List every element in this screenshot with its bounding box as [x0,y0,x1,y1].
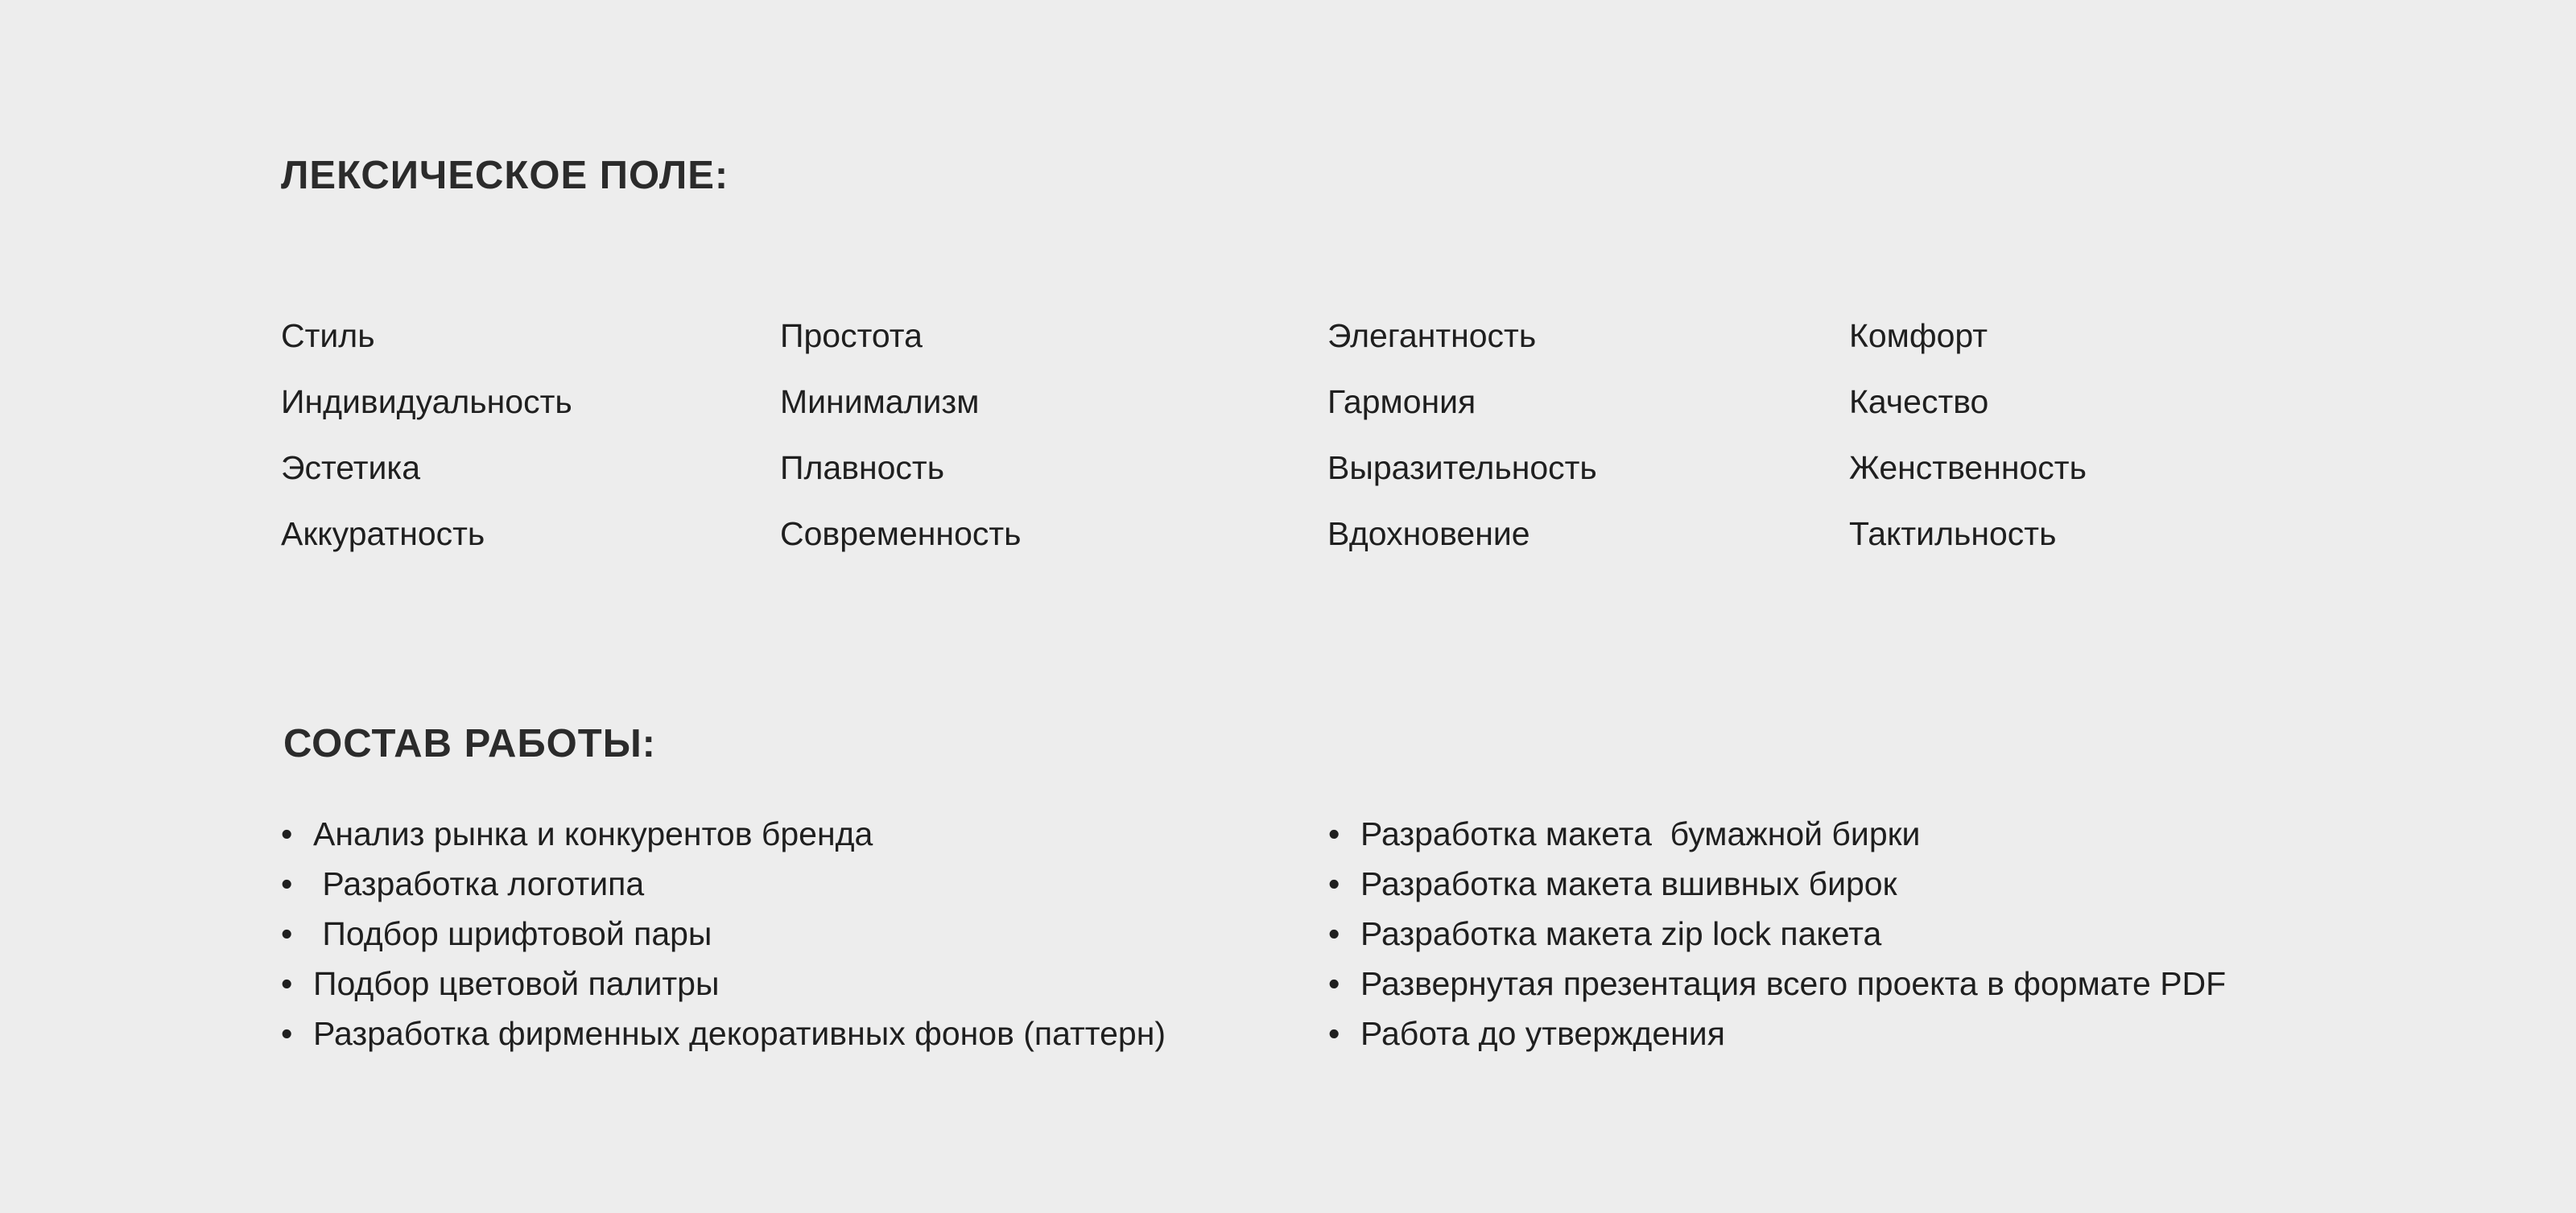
bullet-icon: • [281,965,293,1002]
work-scope-column-1 [281,809,1166,1058]
lexical-column-1 [281,303,572,567]
work-item-text: Разработка макета zip lock пакета [1360,915,1882,952]
lexical-word: Элегантность [1327,317,1537,354]
lexical-word: Вдохновение [1327,515,1530,552]
lexical-word: Современность [780,515,1022,552]
work-scope-column-2 [1328,809,2226,1058]
lexical-word: Плавность [780,449,945,486]
bullet-icon: • [1328,865,1340,902]
lexical-word: Аккуратность [281,515,485,552]
lexical-word: Женственность [1849,449,2087,486]
work-item-text: Развернутая презентация всего проекта в формате PDF [1360,965,2227,1002]
work-item [281,909,1166,959]
lexical-word: Гармония [1327,383,1476,420]
lexical-word: Простота [780,317,923,354]
lexical-column-4 [1849,303,2087,567]
bullet-icon: • [1328,815,1340,852]
work-item-text: Разработка фирменных декоративных фонов (паттерн) [313,1015,1166,1052]
work-item [1328,859,2226,909]
lexical-word: Стиль [281,317,375,354]
work-item-text: Подбор цветовой палитры [313,965,720,1002]
bullet-icon: • [281,1015,293,1052]
work-item-text: Работа до утверждения [1360,1015,1725,1052]
bullet-icon: • [281,865,293,902]
lexical-word: Тактильность [1849,515,2057,552]
work-item [1328,959,2226,1009]
work-item-text: Разработка логотипа [313,865,645,902]
work-item-text: Разработка макета бумажной бирки [1360,815,1921,852]
work-item-text: Разработка макета вшивных бирок [1360,865,1897,902]
work-item [1328,909,2226,959]
work-item [281,959,1166,1009]
work-item-text: Подбор шрифтовой пары [313,915,712,952]
lexical-column-2 [780,303,1022,567]
work-item [281,859,1166,909]
bullet-icon: • [281,915,293,952]
lexical-column-3 [1327,303,1597,567]
bullet-icon: • [1328,965,1340,1002]
lexical-word: Качество [1849,383,1989,420]
work-scope-heading: СОСТАВ РАБОТЫ: [283,722,656,765]
bullet-icon: • [281,815,293,852]
lexical-word: Индивидуальность [281,383,572,420]
work-item [281,809,1166,859]
work-item-text: Анализ рынка и конкурентов бренда [313,815,873,852]
lexical-word: Выразительность [1327,449,1597,486]
lexical-word: Минимализм [780,383,980,420]
bullet-icon: • [1328,1015,1340,1052]
lexical-word: Комфорт [1849,317,1988,354]
work-item [281,1009,1166,1058]
bullet-icon: • [1328,915,1340,952]
work-item [1328,809,2226,859]
lexical-field-heading: ЛЕКСИЧЕСКОЕ ПОЛЕ: [281,154,729,197]
lexical-word: Эстетика [281,449,421,486]
work-item [1328,1009,2226,1058]
